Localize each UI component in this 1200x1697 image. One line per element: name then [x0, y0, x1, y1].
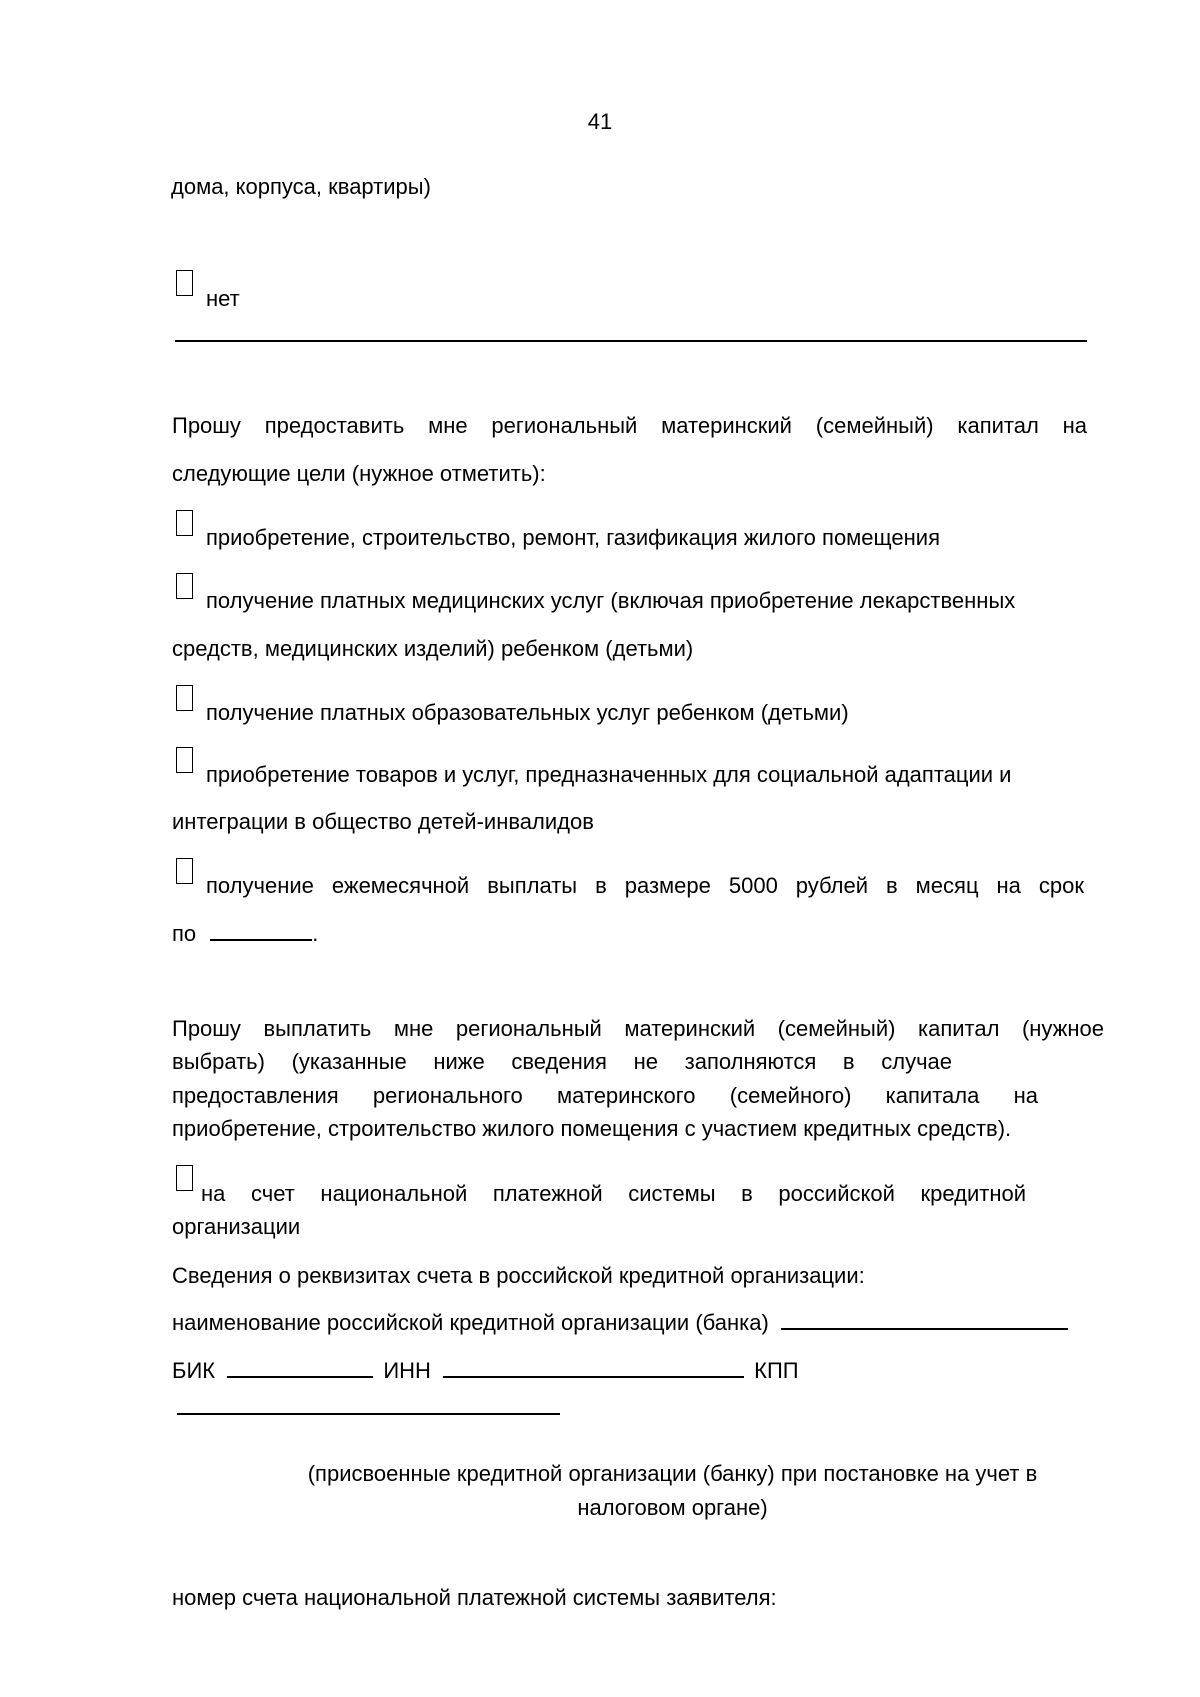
inn-label: ИНН — [383, 1358, 431, 1383]
purpose-education-checkbox[interactable] — [176, 685, 193, 711]
bik-label: БИК — [172, 1358, 216, 1383]
payment-term-suffix: . — [312, 921, 319, 946]
bank-name-field[interactable] — [781, 1327, 1068, 1330]
purpose-medical-checkbox[interactable] — [176, 573, 193, 599]
address-tail-text: дома, корпуса, квартиры) — [171, 174, 431, 199]
purpose-housing-checkbox[interactable] — [176, 510, 193, 536]
payment-bank-account-checkbox[interactable] — [176, 1165, 193, 1191]
inn-field[interactable] — [443, 1375, 744, 1378]
payment-term-prefix: по — [172, 921, 197, 946]
bank-name-row — [172, 1312, 1068, 1334]
bik-field[interactable] — [227, 1375, 373, 1378]
purpose-disability-checkbox[interactable] — [176, 747, 193, 773]
purpose-monthly-payment — [206, 875, 1084, 897]
payment-bank-account — [201, 1183, 1026, 1205]
payment-bank-account-label: на счет национальной платежной системы в российской кредитной — [201, 1181, 1026, 1206]
account-number-label: номер счета национальной платежной системы заявителя: — [172, 1585, 777, 1610]
payment-intro-line4: приобретение, строительство жилого помещения с участием кредитных средств). — [172, 1116, 1012, 1141]
separator-line — [175, 340, 1087, 342]
purpose-medical-label-cont: средств, медицинских изделий) ребенком (детьми) — [172, 636, 694, 661]
bank-details-heading: Сведения о реквизитах счета в российской кредитной организации: — [172, 1263, 865, 1288]
bank-codes-row — [172, 1360, 799, 1382]
payment-intro-3 — [172, 1085, 1038, 1107]
purpose-medical-label: получение платных медицинских услуг (включая приобретение лекарственных — [206, 588, 1016, 613]
no-checkbox[interactable] — [176, 270, 193, 296]
purpose-housing-label: приобретение, строительство, ремонт, газификация жилого помещения — [206, 525, 940, 550]
purpose-intro-line1: Прошу предоставить мне региональный материнский (семейный) капитал на — [172, 413, 1087, 438]
purpose-monthly-payment-checkbox[interactable] — [176, 858, 193, 884]
purpose-intro-line2: следующие цели (нужное отметить): — [172, 461, 546, 486]
purpose-monthly-payment-label: получение ежемесячной выплаты в размере 5000 рублей в месяц на срок — [206, 873, 1084, 898]
payment-intro — [172, 1018, 1104, 1040]
purpose-intro — [172, 415, 1087, 437]
bank-name-label: наименование российской кредитной организации (банка) — [172, 1310, 769, 1335]
kpp-field[interactable] — [177, 1413, 560, 1415]
payment-bank-account-label-cont: организации — [172, 1214, 301, 1239]
page-number: 41 — [587, 109, 613, 134]
purpose-education-label: получение платных образовательных услуг ребенком (детьми) — [206, 700, 849, 725]
payment-intro-line2: выбрать) (указанные ниже сведения не заполняются в случае — [172, 1049, 952, 1074]
no-option-label: нет — [206, 286, 240, 311]
payment-intro-2 — [172, 1051, 952, 1073]
payment-intro-line3: предоставления регионального материнского (семейного) капитала на — [172, 1083, 1038, 1108]
kpp-label: КПП — [754, 1358, 799, 1383]
payment-term-field[interactable] — [210, 938, 312, 941]
purpose-disability-label: приобретение товаров и услуг, предназначенных для социальной адаптации и — [206, 762, 1012, 787]
payment-intro-line1: Прошу выплатить мне региональный материнский (семейный) капитал (нужное — [172, 1016, 1104, 1041]
purpose-disability-label-cont: интеграции в общество детей-инвалидов — [172, 809, 594, 834]
payment-term-row — [172, 923, 318, 945]
bank-codes-note-line2: налоговом органе) — [577, 1495, 768, 1520]
bank-codes-note-line1: (присвоенные кредитной организации (банку) при постановке на учет в — [307, 1461, 1038, 1486]
